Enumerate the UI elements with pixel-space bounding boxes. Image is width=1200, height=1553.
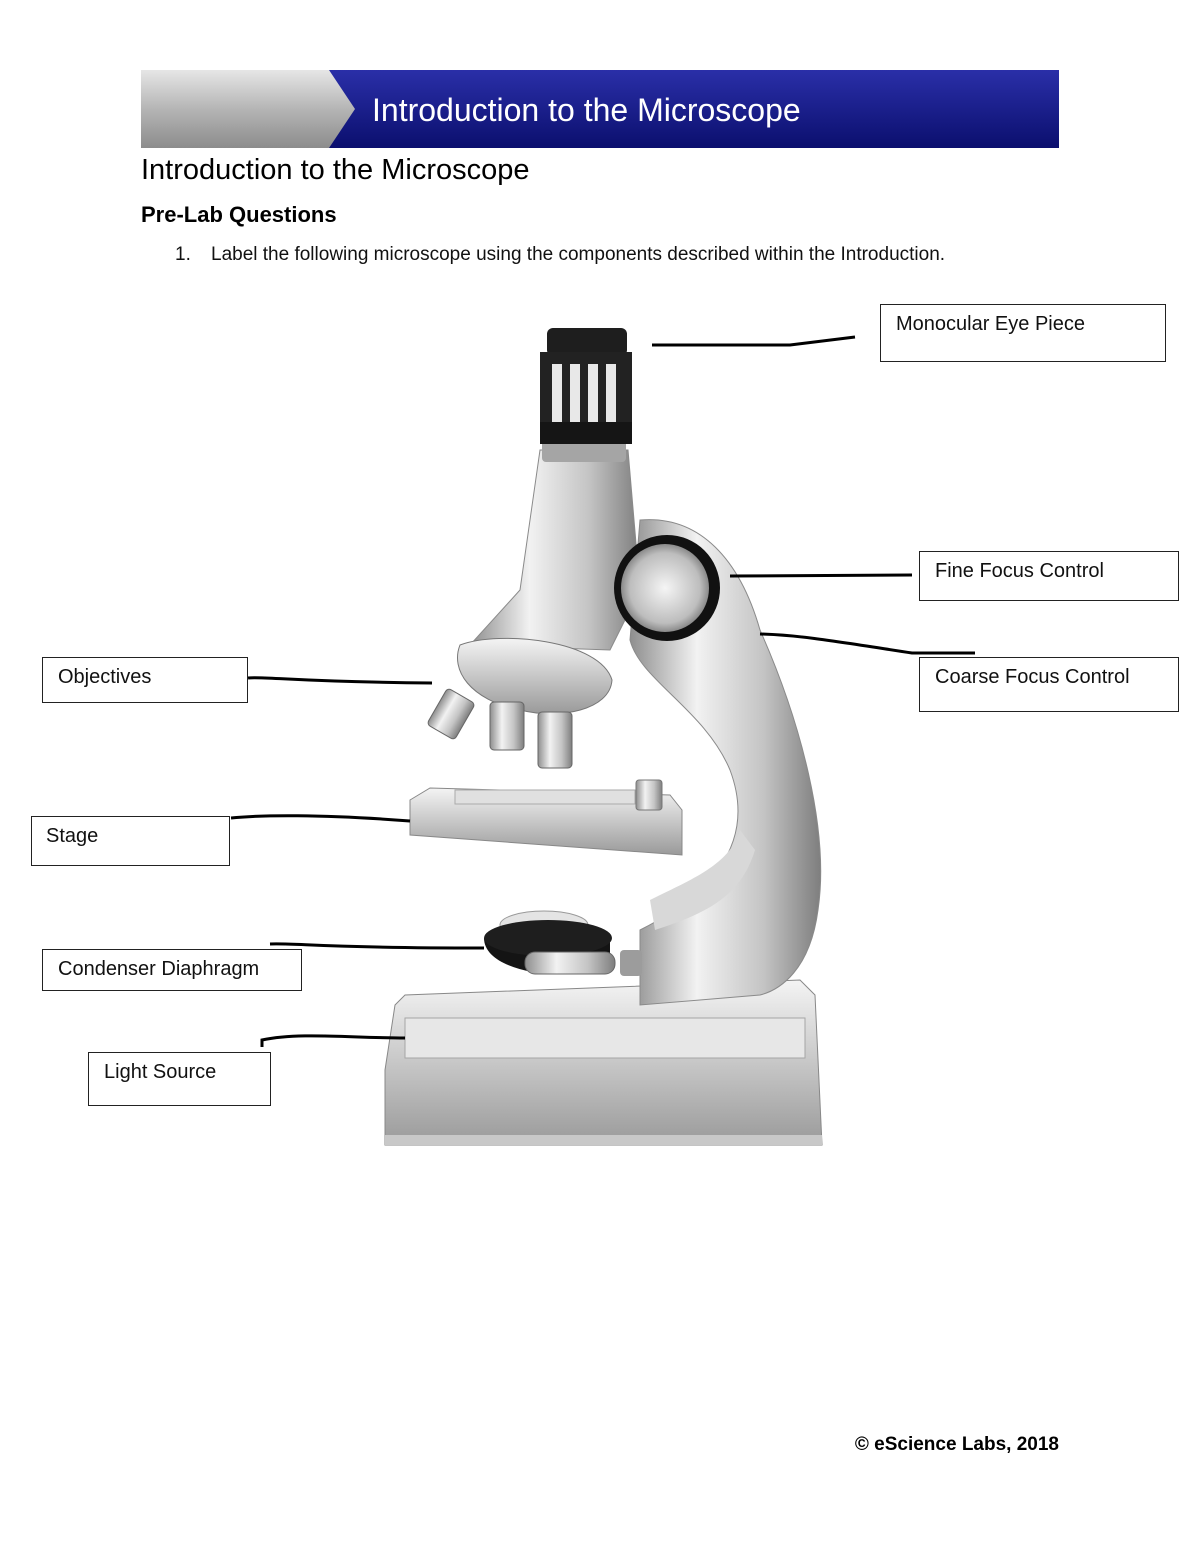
question-1 (175, 244, 945, 266)
section-heading: Pre-Lab Questions (141, 202, 337, 227)
question-text: Label the following microscope using the components described within the Introduction. (211, 244, 946, 265)
label-objectives: Objectives (42, 657, 248, 703)
condenser (484, 911, 642, 976)
label-fine-focus-control: Fine Focus Control (919, 551, 1179, 601)
focus-knob (614, 535, 720, 641)
microscope-diagram (0, 290, 1200, 1160)
leader-line-coarse-focus (760, 634, 975, 653)
objective-lens-left (427, 688, 476, 740)
leader-line-light-source (262, 1036, 405, 1047)
label-condenser-diaphragm: Condenser Diaphragm (42, 949, 302, 991)
copyright-footer: © eScience Labs, 2018 (854, 1434, 1059, 1455)
leader-line-condenser (270, 944, 484, 948)
leader-line-stage (231, 816, 410, 821)
leader-line-eyepiece (652, 337, 855, 345)
leader-line-objectives (248, 678, 432, 683)
leader-line-fine-focus (730, 575, 912, 576)
page-title: Introduction to the Microscope (141, 154, 530, 186)
question-number: 1. (175, 244, 191, 265)
banner-title: Introduction to the Microscope (372, 92, 801, 128)
header-banner (141, 70, 1059, 148)
microscope-base (385, 980, 822, 1145)
microscope-illustration (0, 290, 1200, 1160)
eyepiece (540, 328, 632, 444)
stage (410, 780, 682, 855)
label-monocular-eye-piece: Monocular Eye Piece (880, 304, 1166, 362)
label-coarse-focus-control: Coarse Focus Control (919, 657, 1179, 712)
microscope-body-tube (470, 440, 640, 650)
objective-lens-right (538, 712, 572, 768)
label-light-source: Light Source (88, 1052, 271, 1106)
nosepiece (427, 638, 612, 768)
objective-lens-middle (490, 702, 524, 750)
label-stage: Stage (31, 816, 230, 866)
